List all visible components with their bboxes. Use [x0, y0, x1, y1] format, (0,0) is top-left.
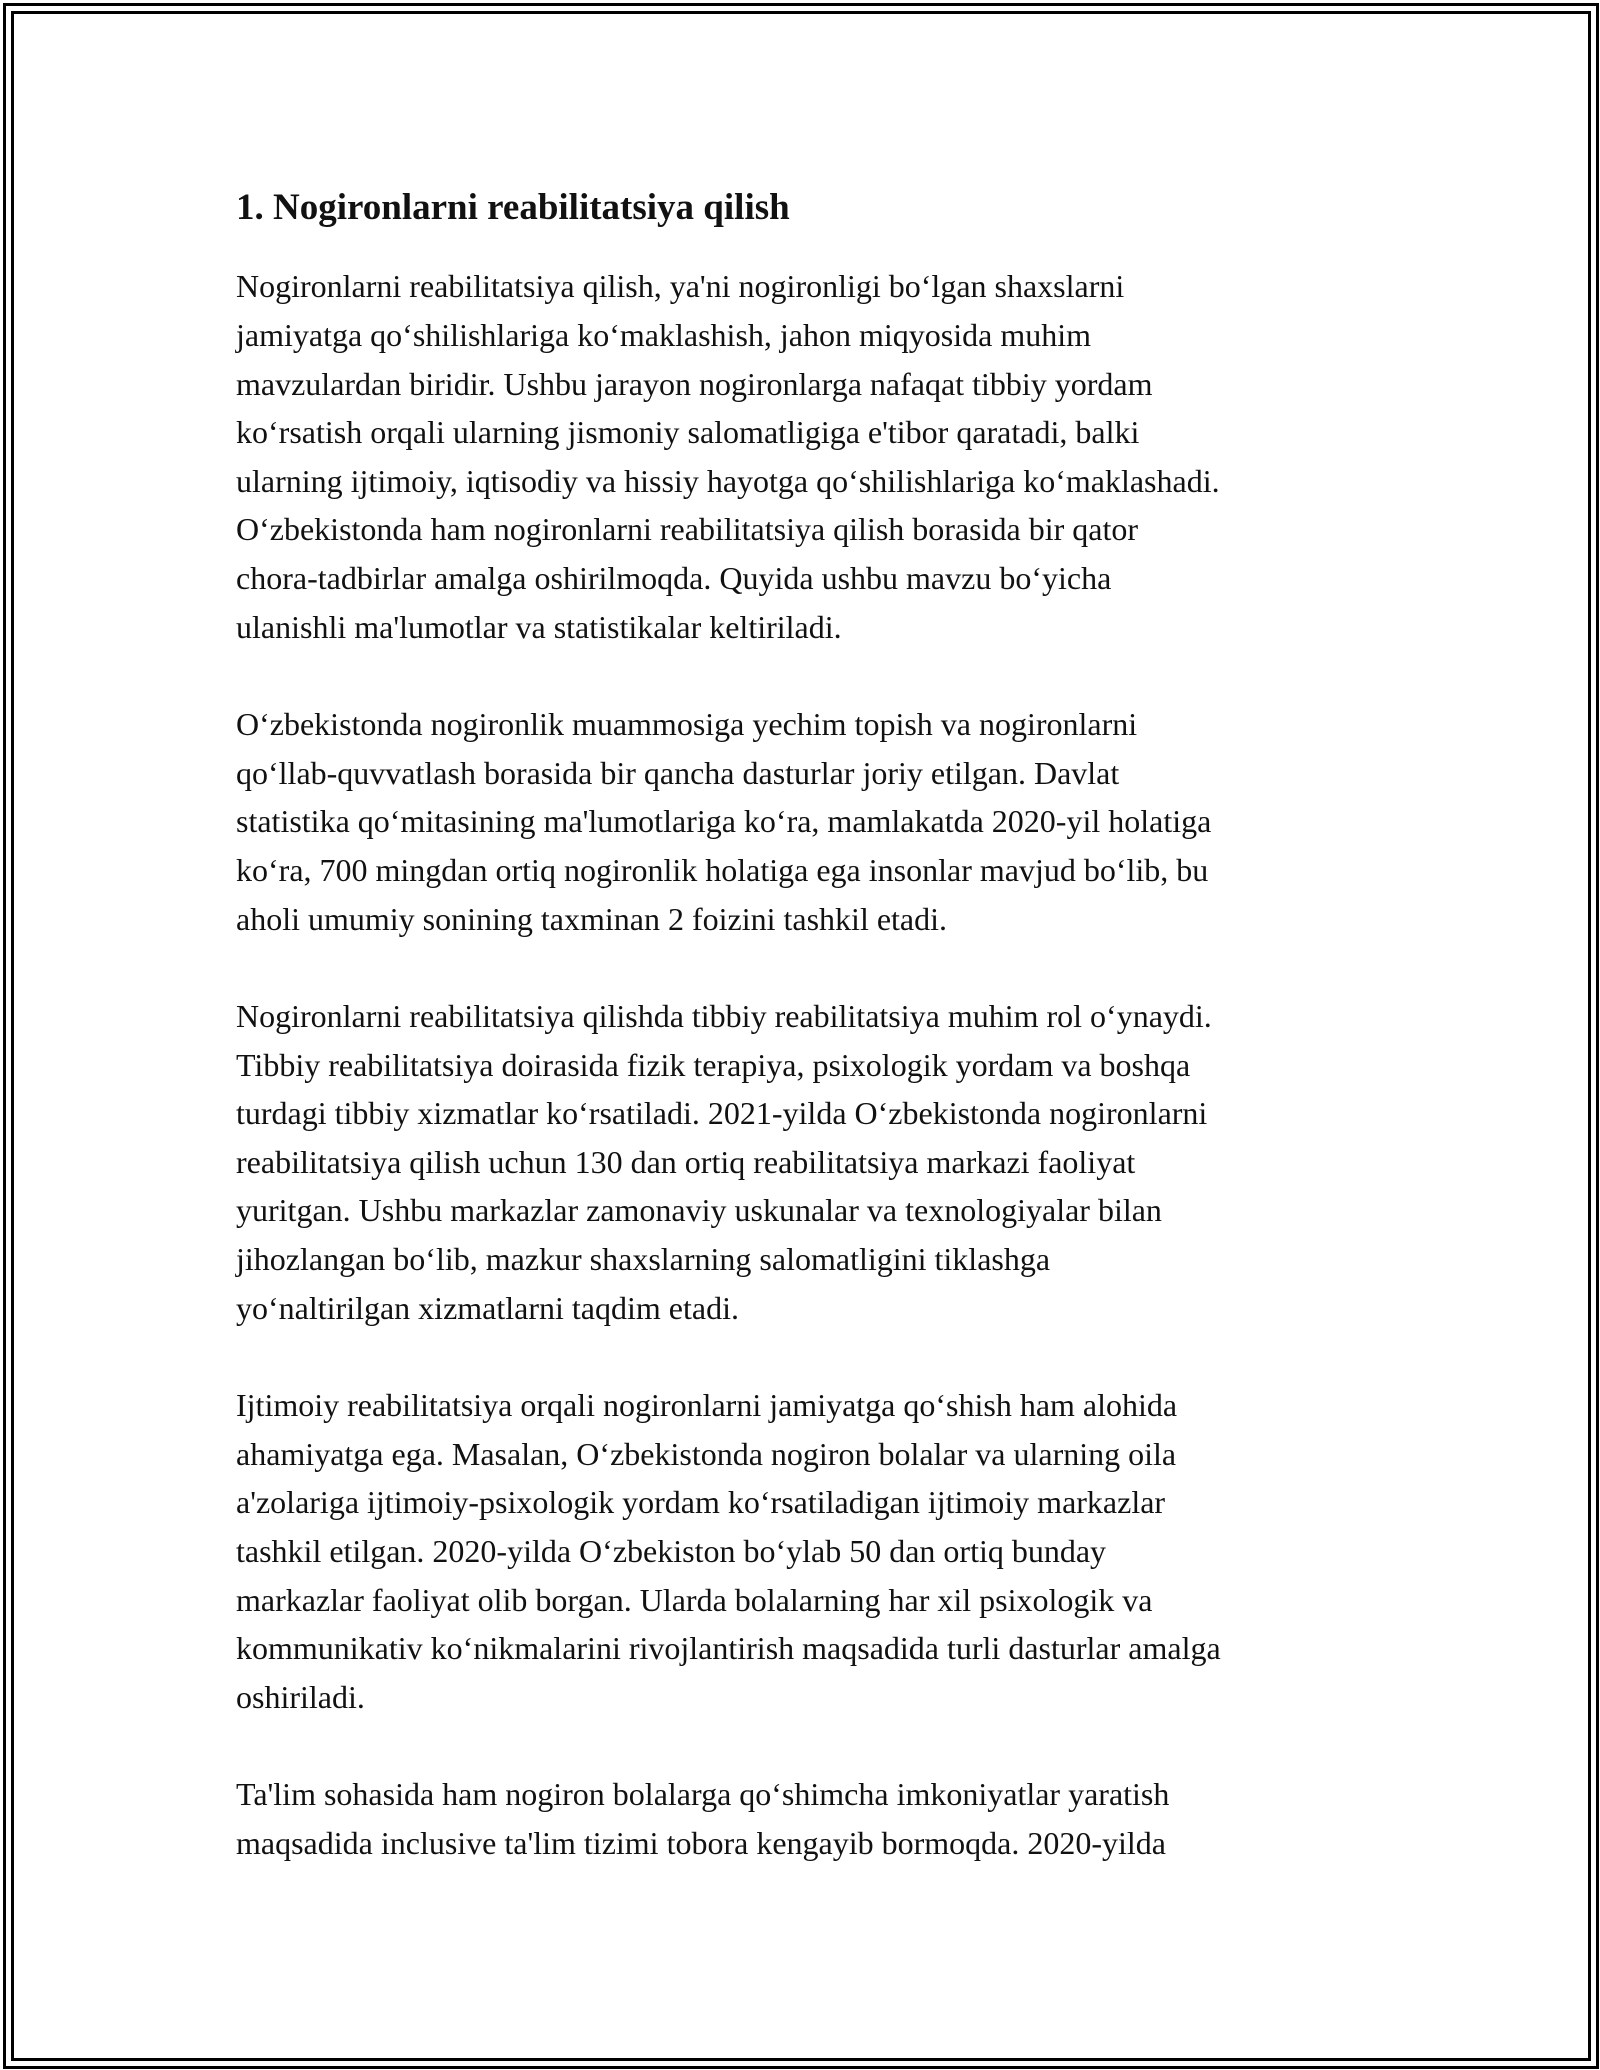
paragraph-4 [236, 1381, 1386, 1721]
text-line: tashkil etilgan. 2020-yilda Oʻzbekiston boʻylab 50 dan ortiq bunday [236, 1533, 1107, 1570]
text-line: ahamiyatga ega. Masalan, Oʻzbekistonda nogiron bolalar va ularning oila [236, 1435, 1177, 1472]
text-line: Ta'lim sohasida ham nogiron bolalarga qoʻshimcha imkoniyatlar yaratish [236, 1776, 1170, 1813]
text-line: ularning ijtimoiy, iqtisodiy va hissiy hayotga qoʻshilishlariga koʻmaklashadi. [236, 462, 1220, 499]
text-line: kommunikativ koʻnikmalarini rivojlantirish maqsadida turli dasturlar amalga [236, 1630, 1221, 1667]
text-line: turdagi tibbiy xizmatlar koʻrsatiladi. 2021-yilda Oʻzbekistonda nogironlarni [236, 1095, 1208, 1132]
text-line: Tibbiy reabilitatsiya doirasida fizik terapiya, psixologik yordam va boshqa [236, 1046, 1191, 1083]
text-line: ulanishli ma'lumotlar va statistikalar keltiriladi. [236, 608, 842, 645]
text-line: koʻrsatish orqali ularning jismoniy salomatligiga e'tibor qaratadi, balki [236, 414, 1140, 451]
text-line: yoʻnaltirilgan xizmatlarni taqdim etadi. [236, 1289, 739, 1326]
paragraph-2 [236, 700, 1386, 943]
text-line: Ijtimoiy reabilitatsiya orqali nogironlarni jamiyatga qoʻshish ham alohida [236, 1387, 1178, 1424]
text-line: a'zolariga ijtimoiy-psixologik yordam koʻrsatiladigan ijtimoiy markazlar [236, 1484, 1166, 1521]
text-line: chora-tadbirlar amalga oshirilmoqda. Quyida ushbu mavzu boʻyicha [236, 559, 1112, 596]
text-line: yuritgan. Ushbu markazlar zamonaviy uskunalar va texnologiyalar bilan [236, 1192, 1162, 1229]
text-line: maqsadida inclusive ta'lim tizimi tobora kengayib bormoqda. 2020-yilda [236, 1825, 1166, 1862]
document-body [236, 186, 1386, 1917]
section-heading: 1. Nogironlarni reabilitatsiya qilish [236, 187, 790, 228]
paragraph-5 [236, 1770, 1386, 1867]
text-line: mavzulardan biridir. Ushbu jarayon nogironlarga nafaqat tibbiy yordam [236, 365, 1153, 402]
text-line: jihozlangan boʻlib, mazkur shaxslarning salomatligini tiklashga [236, 1241, 1051, 1278]
paragraph-1 [236, 262, 1386, 651]
text-line: Nogironlarni reabilitatsiya qilish, ya'ni nogironligi boʻlgan shaxslarni [236, 268, 1125, 305]
paragraph-3 [236, 992, 1386, 1332]
text-line: markazlar faoliyat olib borgan. Ularda bolalarning har xil psixologik va [236, 1581, 1153, 1618]
text-line: Nogironlarni reabilitatsiya qilishda tibbiy reabilitatsiya muhim rol oʻynaydi. [236, 998, 1212, 1035]
text-line: Oʻzbekistonda nogironlik muammosiga yechim topish va nogironlarni [236, 706, 1138, 743]
text-line: Oʻzbekistonda ham nogironlarni reabilitatsiya qilish borasida bir qator [236, 511, 1138, 548]
text-line: qoʻllab-quvvatlash borasida bir qancha dasturlar joriy etilgan. Davlat [236, 754, 1120, 791]
text-line: jamiyatga qoʻshilishlariga koʻmaklashish, jahon miqyosida muhim [236, 316, 1091, 353]
text-line: oshiriladi. [236, 1678, 365, 1715]
text-line: koʻra, 700 mingdan ortiq nogironlik holatiga ega insonlar mavjud boʻlib, bu [236, 851, 1209, 888]
text-line: reabilitatsiya qilish uchun 130 dan ortiq reabilitatsiya markazi faoliyat [236, 1143, 1136, 1180]
text-line: aholi umumiy sonining taxminan 2 foizini tashkil etadi. [236, 900, 948, 937]
text-line: statistika qoʻmitasining ma'lumotlariga koʻra, mamlakatda 2020-yil holatiga [236, 803, 1212, 840]
